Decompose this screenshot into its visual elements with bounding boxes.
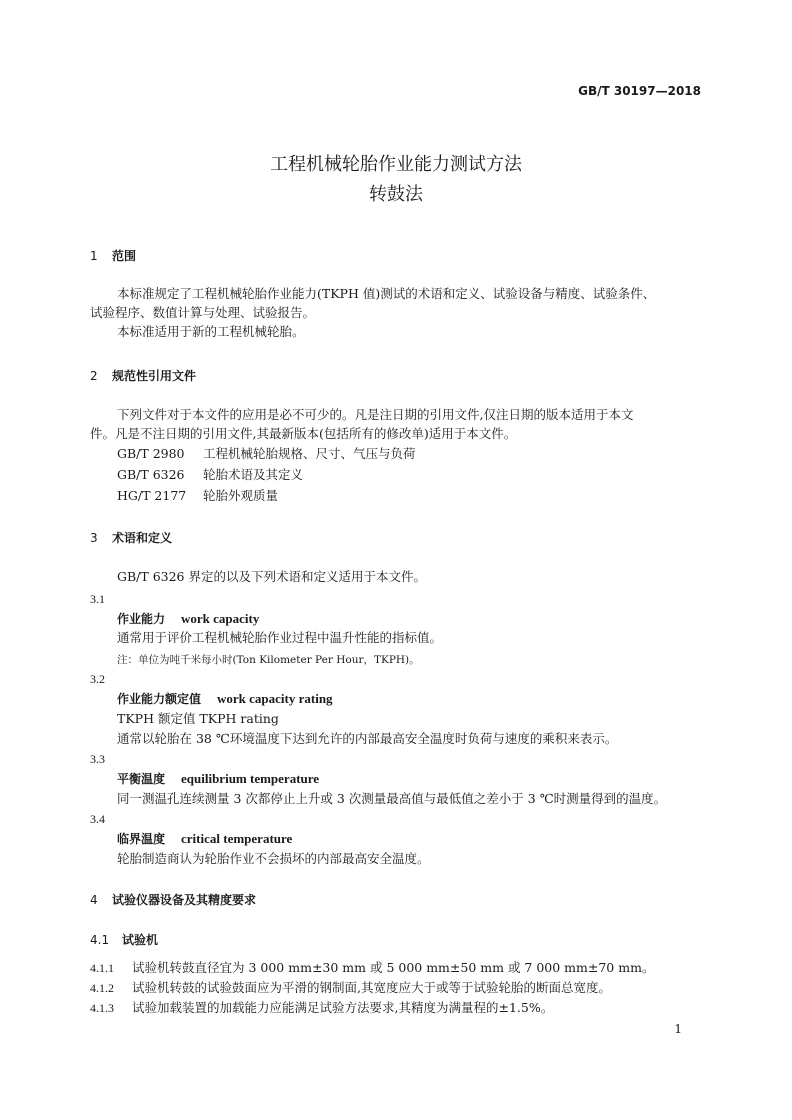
term-english: critical temperature	[181, 831, 293, 846]
clause-item	[90, 978, 611, 998]
section-number: 2	[90, 369, 98, 383]
reference-code: HG/T 2177	[117, 488, 187, 503]
term-definition: 通常用于评价工程机械轮胎作业过程中温升性能的指标值。	[117, 630, 443, 645]
term-name: 平衡温度	[117, 772, 166, 786]
term-number: 3.1	[90, 592, 105, 606]
term-name: 作业能力额定值	[117, 692, 202, 706]
reference-title: 工程机械轮胎规格、尺寸、气压与负荷	[203, 446, 416, 461]
section-title: 规范性引用文件	[112, 369, 197, 383]
term-heading	[117, 770, 319, 787]
section-4-heading	[90, 891, 256, 908]
section-3-heading	[90, 529, 172, 546]
term-note: 注：单位为吨千米每小时(Ton Kilometer Per Hour，TKPH)。	[117, 654, 420, 666]
clause-number: 4.1.2	[90, 981, 114, 995]
reference-title: 轮胎外观质量	[203, 488, 279, 503]
term-english: work capacity rating	[217, 691, 333, 706]
section-2-heading	[90, 367, 196, 384]
term-name: 临界温度	[117, 832, 166, 846]
clause-item	[90, 998, 553, 1018]
subsection-4-1-heading	[90, 931, 158, 948]
clause-number: 4.1.1	[90, 961, 114, 975]
subsection-number: 4.1	[90, 933, 110, 947]
clause-text: 试验加载装置的加载能力应能满足试验方法要求,其精度为满量程的±1.5%。	[132, 1000, 554, 1015]
reference-item	[117, 486, 278, 506]
term-heading	[117, 690, 333, 707]
term-heading	[117, 610, 259, 627]
section-title: 试验仪器设备及其精度要求	[112, 893, 257, 907]
document-title: 工程机械轮胎作业能力测试方法	[270, 154, 522, 175]
term-number: 3.2	[90, 672, 105, 686]
term-number: 3.4	[90, 812, 105, 826]
paragraph: 试验程序、数值计算与处理、试验报告。	[90, 305, 316, 320]
reference-code: GB/T 2980	[117, 446, 185, 461]
clause-item	[90, 958, 654, 978]
standard-code: GB/T 30197—2018	[578, 84, 701, 98]
paragraph: 下列文件对于本文件的应用是必不可少的。凡是注日期的引用文件,仅注日期的版本适用于本文	[117, 407, 634, 422]
term-english: work capacity	[181, 611, 260, 626]
term-number: 3.3	[90, 752, 105, 766]
term-name: 作业能力	[117, 612, 166, 626]
term-definition: 同一测温孔连续测量 3 次都停止上升或 3 次测量最高值与最低值之差小于 3 ℃时测量得到的温度。	[117, 791, 667, 806]
reference-code: GB/T 6326	[117, 467, 185, 482]
reference-title: 轮胎术语及其定义	[203, 467, 304, 482]
paragraph: 本标准规定了工程机械轮胎作业能力(TKPH 值)测试的术语和定义、试验设备与精度、试验条件、	[117, 286, 656, 301]
page-number: 1	[674, 1022, 682, 1036]
section-title: 范围	[112, 249, 137, 263]
section-title: 术语和定义	[112, 531, 173, 545]
paragraph: GB/T 6326 界定的以及下列术语和定义适用于本文件。	[117, 569, 426, 584]
term-alternative: TKPH 额定值 TKPH rating	[117, 711, 279, 726]
clause-text: 试验机转鼓的试验鼓面应为平滑的钢制面,其宽度应大于或等于试验轮胎的断面总宽度。	[132, 980, 611, 995]
section-number: 1	[90, 249, 98, 263]
reference-item	[117, 444, 416, 464]
document-subtitle: 转鼓法	[369, 184, 423, 205]
term-definition: 轮胎制造商认为轮胎作业不会损坏的内部最高安全温度。	[117, 851, 430, 866]
term-definition: 通常以轮胎在 38 ℃环境温度下达到允许的内部最高安全温度时负荷与速度的乘积来表示。	[117, 731, 618, 746]
clause-number: 4.1.3	[90, 1001, 114, 1015]
section-number: 3	[90, 531, 98, 545]
section-1-heading	[90, 247, 136, 264]
paragraph: 本标准适用于新的工程机械轮胎。	[117, 324, 305, 339]
term-english: equilibrium temperature	[181, 771, 320, 786]
reference-item	[117, 465, 303, 485]
paragraph: 件。凡是不注日期的引用文件,其最新版本(包括所有的修改单)适用于本文件。	[90, 426, 517, 441]
term-heading	[117, 830, 292, 847]
subsection-title: 试验机	[122, 933, 159, 947]
section-number: 4	[90, 893, 98, 907]
clause-text: 试验机转鼓直径宜为 3 000 mm±30 mm 或 5 000 mm±50 mm 或 7 000 mm±70 mm。	[132, 960, 655, 975]
